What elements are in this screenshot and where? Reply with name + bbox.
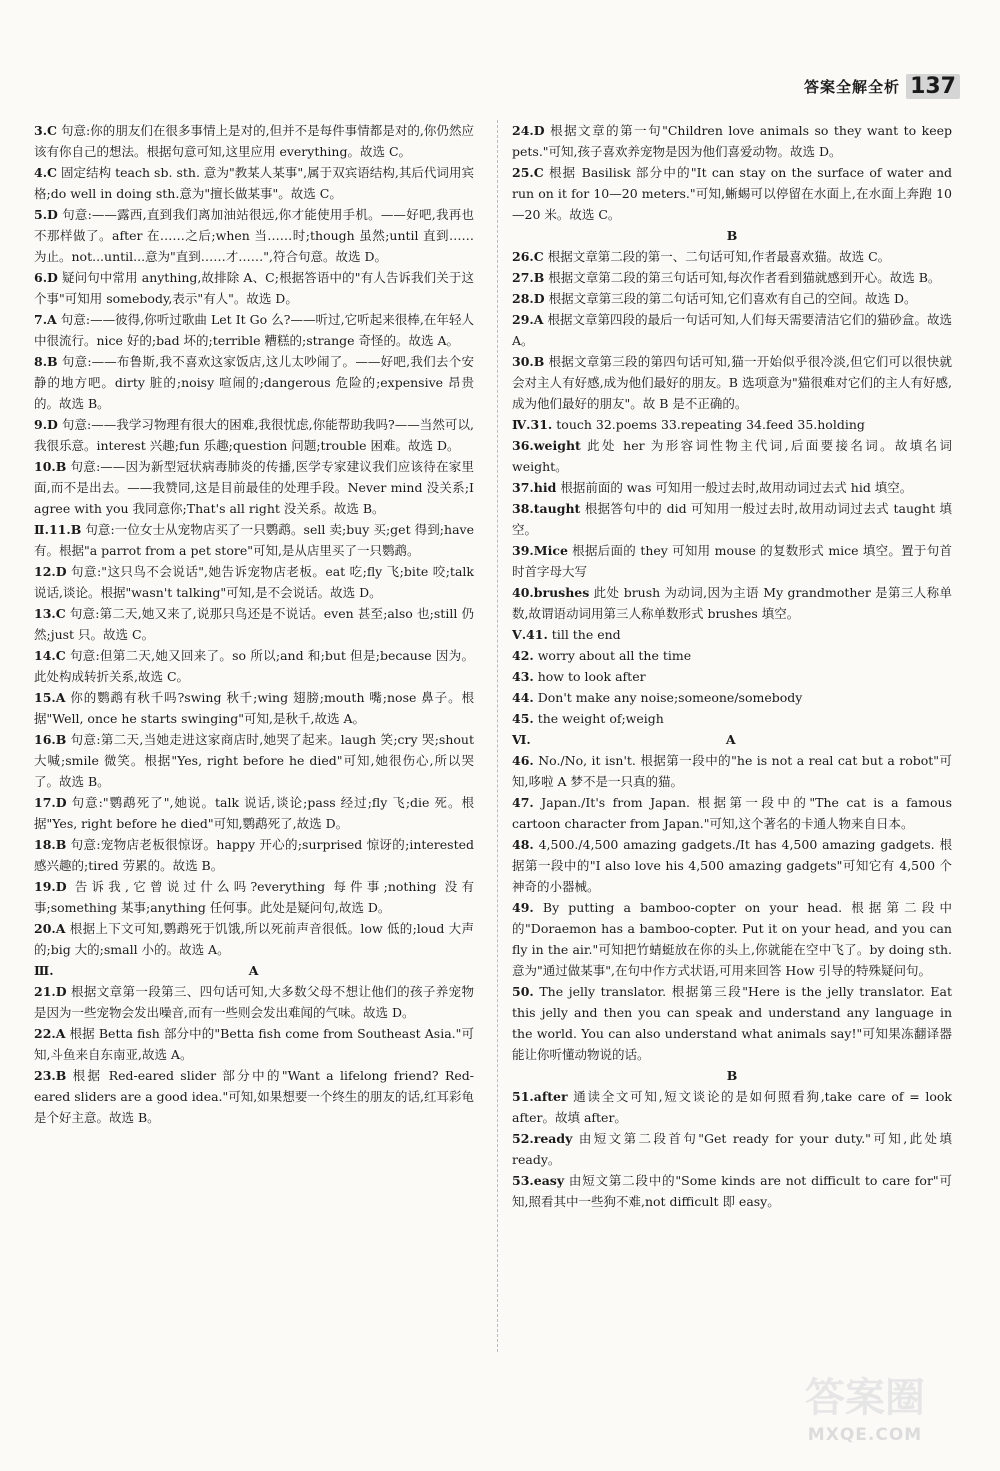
section-heading xyxy=(34,960,474,981)
answer-number: 38.taught xyxy=(512,501,581,516)
answer-number: 22.A xyxy=(34,1026,66,1041)
answer-item xyxy=(512,750,952,792)
answer-item xyxy=(34,456,474,519)
answer-number: 18.B xyxy=(34,837,67,852)
answer-explanation: 固定结构 teach sb. sth. 意为"教某人某事",属于双宾语结构,其后代词用宾格;do well in doing sth.意为"擅长做某事"。故选 C。 xyxy=(34,165,474,201)
answer-number: 27.B xyxy=(512,270,545,285)
answer-explanation: 通读全文可知,短文谈论的是如何照看狗,take care of = look after。故填 after。 xyxy=(512,1089,952,1125)
answer-item xyxy=(34,1023,474,1065)
answer-item xyxy=(512,309,952,351)
answer-explanation: 此处 brush 为动词,因为主语 My grandmother 是第三人称单数,故谓语动词用第三人称单数形式 brushes 填空。 xyxy=(512,585,952,621)
answer-explanation: 句意:——彼得,你听过歌曲 Let It Go 么?——听过,它听起来很棒,在年轻人中很流行。nice 好的;bad 坏的;terrible 糟糕的;strange 奇怪的。故选 A。 xyxy=(34,312,475,348)
answer-item xyxy=(512,645,952,666)
answer-explanation: 根据文章第二段的第一、二句话可知,作者最喜欢猫。故选 C。 xyxy=(547,249,891,264)
answer-explanation: till the end xyxy=(551,627,621,642)
answer-number: 53.easy xyxy=(512,1173,565,1188)
answer-item xyxy=(512,351,952,414)
answer-item xyxy=(512,1086,952,1128)
right-column xyxy=(512,120,952,1212)
answer-item xyxy=(512,477,952,498)
answer-explanation: Japan./It's from Japan. 根据第一段中的"The cat is a famous cartoon character from Japan."可知,这个著名的卡通人物来自日本。 xyxy=(512,795,952,831)
answer-number: 49. xyxy=(512,900,534,915)
answer-item xyxy=(512,708,952,729)
section-number: Ⅲ. xyxy=(34,963,54,978)
answer-item xyxy=(512,624,952,645)
answer-explanation: 句意:——我学习物理有很大的困难,我很忧虑,你能帮助我吗?——当然可以,我很乐意。interest 兴趣;fun 乐趣;question 问题;trouble 困难。故选 D。 xyxy=(34,417,474,453)
answer-number: 3.C xyxy=(34,123,57,138)
answer-explanation: 由短文第二段首句"Get ready for your duty."可知,此处填 ready。 xyxy=(512,1131,952,1167)
answer-item xyxy=(34,981,474,1023)
answer-explanation: touch 32.poems 33.repeating 34.feed 35.holding xyxy=(556,417,865,432)
answer-explanation: 根据文章的第一句"Children love animals so they want to keep pets."可知,孩子喜欢养宠物是因为他们喜爱动物。故选 D。 xyxy=(512,123,952,159)
answer-item xyxy=(34,729,474,792)
answer-item xyxy=(34,519,474,561)
answer-explanation: 根据上下文可知,鹦鹉死于饥饿,所以死前声音很低。low 低的;loud 大声的;big 大的;small 小的。故选 A。 xyxy=(34,921,474,957)
answer-item xyxy=(512,981,952,1065)
answer-number: 16.B xyxy=(34,732,67,747)
answer-item xyxy=(34,162,474,204)
answer-explanation: The jelly translator. 根据第三段"Here is the jelly translator. Eat this jelly and then you can speak and understand any language in the world. You can also understand what animals say!"可知果冻翻译器能让你听懂动物说的话。 xyxy=(512,984,952,1062)
answer-number: 13.C xyxy=(34,606,66,621)
answer-number: 29.A xyxy=(512,312,544,327)
answer-item xyxy=(512,1128,952,1170)
answer-number: 47. xyxy=(512,795,534,810)
answer-number: 43. xyxy=(512,669,534,684)
watermark-stamp xyxy=(770,1371,960,1461)
answer-item xyxy=(34,351,474,414)
answer-explanation: how to look after xyxy=(537,669,646,684)
answer-explanation: 根据前面的 was 可知用一般过去时,故用动词过去式 hid 填空。 xyxy=(560,480,913,495)
answer-number: 19.D xyxy=(34,879,67,894)
answer-item xyxy=(34,309,474,351)
answer-explanation: No./No, it isn't. 根据第一段中的"he is not a real cat but a robot"可知,哆啦 A 梦不是一只真的猫。 xyxy=(512,753,952,789)
answer-item xyxy=(34,687,474,729)
answer-item xyxy=(34,1065,474,1128)
answer-item xyxy=(34,876,474,918)
answer-number: 39.Mice xyxy=(512,543,568,558)
answer-explanation: 疑问句中常用 anything,故排除 A、C;根据答语中的"有人告诉我们关于这个事"可知用 somebody,表示"有人"。故选 D。 xyxy=(34,270,474,306)
answer-explanation: 句意:第二天,当她走进这家商店时,她哭了起来。laugh 笑;cry 哭;shout 大喊;smile 微笑。根据"Yes, right before he died"可知,她很伤心,所以哭了。故选 B。 xyxy=(34,732,475,789)
answer-item xyxy=(512,582,952,624)
header-title: 答案全解全析 xyxy=(804,78,901,96)
answer-number: 8.B xyxy=(34,354,58,369)
answer-explanation: By putting a bamboo-copter on your head. 根据第二段中的"Doraemon has a bamboo-copter. Put it on your head, and you can fly in the air."可知把竹蜻蜓放在你的头上,你就能在空中飞了。by doing sth.意为"通过做某事",在句中作方式状语,可用来回答 How 引导的特殊疑问句。 xyxy=(512,900,952,978)
answer-number: Ⅳ.31. xyxy=(512,417,553,432)
answer-number: 50. xyxy=(512,984,534,999)
answer-explanation: 根据文章第三段的第二句话可知,它们喜欢有自己的空间。故选 D。 xyxy=(548,291,917,306)
answer-item xyxy=(34,645,474,687)
answer-number: 14.C xyxy=(34,648,66,663)
answer-item xyxy=(512,792,952,834)
answer-number: 23.B xyxy=(34,1068,67,1083)
answer-explanation: 句意:你的朋友们在很多事情上是对的,但并不是每件事情都是对的,你仍然应该有你自己的想法。根据句意可知,这里应用 everything。故选 C。 xyxy=(34,123,474,159)
answer-number: 48. xyxy=(512,837,534,852)
answer-item xyxy=(34,120,474,162)
answer-number: 46. xyxy=(512,753,534,768)
answer-item xyxy=(512,120,952,162)
answer-item xyxy=(34,561,474,603)
answer-explanation: 此处 her 为形容词性物主代词,后面要接名词。故填名词 weight。 xyxy=(512,438,952,474)
answer-number: 21.D xyxy=(34,984,67,999)
answer-number: 25.C xyxy=(512,165,544,180)
answer-item xyxy=(512,897,952,981)
answer-number: 9.D xyxy=(34,417,58,432)
answer-item xyxy=(512,246,952,267)
answer-item xyxy=(512,834,952,897)
answer-explanation: 根据文章第二段的第三句话可知,每次作者看到猫就感到开心。故选 B。 xyxy=(548,270,941,285)
section-heading: B xyxy=(726,228,738,243)
answer-explanation: 根据答句中的 did 可知用一般过去时,故用动词过去式 taught 填空。 xyxy=(512,501,952,537)
answer-item xyxy=(34,792,474,834)
answer-number: 12.D xyxy=(34,564,67,579)
section-letter: A xyxy=(248,963,259,978)
answer-explanation: 句意:——因为新型冠状病毒肺炎的传播,医学专家建议我们应该待在家里面,而不是出去。——我赞同,这是目前最佳的处理手段。Never mind 没关系;I agree with you 我同意你;That's all right 没关系。故选 B。 xyxy=(34,459,474,516)
answer-number: 42. xyxy=(512,648,534,663)
answer-explanation: 句意:宠物店老板很惊讶。happy 开心的;surprised 惊讶的;interested 感兴趣的;tired 劳累的。故选 B。 xyxy=(34,837,474,873)
answer-explanation: 根据 Basilisk 部分中的"It can stay on the surface of water and run on it for 10—20 meters."可知,蜥蜴可以停留在水面上,在水面上奔跑 10—20 米。故选 C。 xyxy=(512,165,952,222)
answer-number: Ⅱ.11.B xyxy=(34,522,82,537)
answer-item xyxy=(34,918,474,960)
answer-explanation: 4,500./4,500 amazing gadgets./It has 4,500 amazing gadgets. 根据第一段中的"I also love his 4,500 amazing gadgets"可知它有 4,500 个神奇的小器械。 xyxy=(512,837,952,894)
section-heading: B xyxy=(726,1068,738,1083)
answer-item xyxy=(34,204,474,267)
answer-explanation: 你的鹦鹉有秋千吗?swing 秋千;wing 翅膀;mouth 嘴;nose 鼻子。根据"Well, once he starts swinging"可知,是秋千,故选 A。 xyxy=(34,690,474,726)
answer-number: 17.D xyxy=(34,795,67,810)
answer-item xyxy=(34,834,474,876)
page-number: 137 xyxy=(906,74,960,99)
answer-item xyxy=(512,498,952,540)
answer-explanation: 根据文章第一段第三、四句话可知,大多数父母不想让他们的孩子养宠物是因为一些宠物会发出噪音,而有一些则会发出难闻的气味。故选 D。 xyxy=(34,984,474,1020)
answer-number: 52.ready xyxy=(512,1131,573,1146)
answer-explanation: 告诉我,它曾说过什么吗?everything 每件事;nothing 没有事;something 某事;anything 任何事。此处是疑问句,故选 D。 xyxy=(34,879,474,915)
answer-explanation: 根据文章第三段的第四句话可知,猫一开始似乎很冷淡,但它们可以很快就会对主人有好感,成为他们最好的朋友。B 选项意为"猫很难对它们的主人有好感,成为他们最好的朋友"。故 B 是不正确的。 xyxy=(512,354,952,411)
answer-explanation: 句意:——露西,直到我们离加油站很远,你才能使用手机。——好吧,我再也不那样做了。after 在……之后;when 当……时;though 虽然;until 直到……为止。not...until...意为"直到……才……",符合句意。故选 D。 xyxy=(34,207,474,264)
answer-explanation: 由短文第二段中的"Some kinds are not difficult to care for"可知,照看其中一些狗不难,not difficult 即 easy。 xyxy=(512,1173,952,1209)
left-column xyxy=(34,120,474,1128)
answer-item xyxy=(512,687,952,708)
section-letter: A xyxy=(725,732,736,747)
answer-number: 7.A xyxy=(34,312,57,327)
answer-explanation: 句意:"鹦鹉死了",她说。talk 说话,谈论;pass 经过;fly 飞;die 死。根据"Yes, right before he died"可知,鹦鹉死了,故选 D。 xyxy=(34,795,474,831)
answer-explanation: 句意:——布鲁斯,我不喜欢这家饭店,这儿太吵闹了。——好吧,我们去个安静的地方吧。dirty 脏的;noisy 喧闹的;dangerous 危险的;expensive 昂贵的。故选 B。 xyxy=(34,354,474,411)
answer-explanation: worry about all the time xyxy=(537,648,692,663)
answer-number: 44. xyxy=(512,690,534,705)
stamp-url: MXQE.COM xyxy=(807,1425,923,1445)
stamp-logo: 答案圈 xyxy=(805,1375,925,1421)
answer-number: 30.B xyxy=(512,354,545,369)
answer-number: 37.hid xyxy=(512,480,557,495)
answer-number: 20.A xyxy=(34,921,66,936)
answer-number: 40.brushes xyxy=(512,585,590,600)
answer-explanation: 句意:"这只鸟不会说话",她告诉宠物店老板。eat 吃;fly 飞;bite 咬;talk 说话,谈论。根据"wasn't talking"可知,是不会说话。故选 D。 xyxy=(34,564,474,600)
answer-explanation: 句意:但第二天,她又回来了。so 所以;and 和;but 但是;because 因为。此处构成转折关系,故选 C。 xyxy=(34,648,474,684)
answer-number: 28.D xyxy=(512,291,545,306)
answer-item xyxy=(512,162,952,225)
answer-number: 5.D xyxy=(34,207,58,222)
answer-item xyxy=(34,603,474,645)
answer-number: 6.D xyxy=(34,270,58,285)
answer-explanation: 根据后面的 they 可知用 mouse 的复数形式 mice 填空。置于句首时首字母大写 xyxy=(512,543,952,579)
answer-explanation: the weight of;weigh xyxy=(537,711,664,726)
answer-number: 15.A xyxy=(34,690,66,705)
answer-explanation: 根据 Red-eared slider 部分中的"Want a lifelong friend? Red-eared sliders are a good idea."可知,如果想要一个终生的朋友的话,红耳彩龟是个好主意。故选 B。 xyxy=(34,1068,474,1125)
answer-explanation: 根据文章第四段的最后一句话可知,人们每天需要清洁它们的猫砂盒。故选 A。 xyxy=(512,312,952,348)
answer-explanation: 句意:一位女士从宠物店买了一只鹦鹉。sell 卖;buy 买;get 得到;have 有。根据"a parrot from a pet store"可知,是从店里买了一只鹦鹉。 xyxy=(34,522,474,558)
answer-number: 36.weight xyxy=(512,438,581,453)
answer-number: 51.after xyxy=(512,1089,568,1104)
column-divider xyxy=(497,120,498,1352)
answer-item xyxy=(512,288,952,309)
answer-item xyxy=(512,1170,952,1212)
answer-item xyxy=(34,414,474,456)
answer-item xyxy=(512,435,952,477)
answer-item xyxy=(512,267,952,288)
answer-number: Ⅴ.41. xyxy=(512,627,548,642)
answer-explanation: 句意:第二天,她又来了,说那只鸟还是不说话。even 甚至;also 也;still 仍然;just 只。故选 C。 xyxy=(34,606,474,642)
answer-explanation: 根据 Betta fish 部分中的"Betta fish come from Southeast Asia."可知,斗鱼来自东南亚,故选 A。 xyxy=(34,1026,474,1062)
answer-number: 24.D xyxy=(512,123,545,138)
section-number: Ⅵ. xyxy=(512,732,531,747)
answer-item xyxy=(512,666,952,687)
answer-explanation: Don't make any noise;someone/somebody xyxy=(537,690,803,705)
section-heading xyxy=(512,729,952,750)
answer-item xyxy=(512,414,952,435)
answer-number: 26.C xyxy=(512,249,544,264)
answer-item xyxy=(34,267,474,309)
answer-number: 10.B xyxy=(34,459,67,474)
page-header xyxy=(804,74,960,99)
answer-item xyxy=(512,540,952,582)
answer-number: 45. xyxy=(512,711,534,726)
answer-number: 4.C xyxy=(34,165,57,180)
